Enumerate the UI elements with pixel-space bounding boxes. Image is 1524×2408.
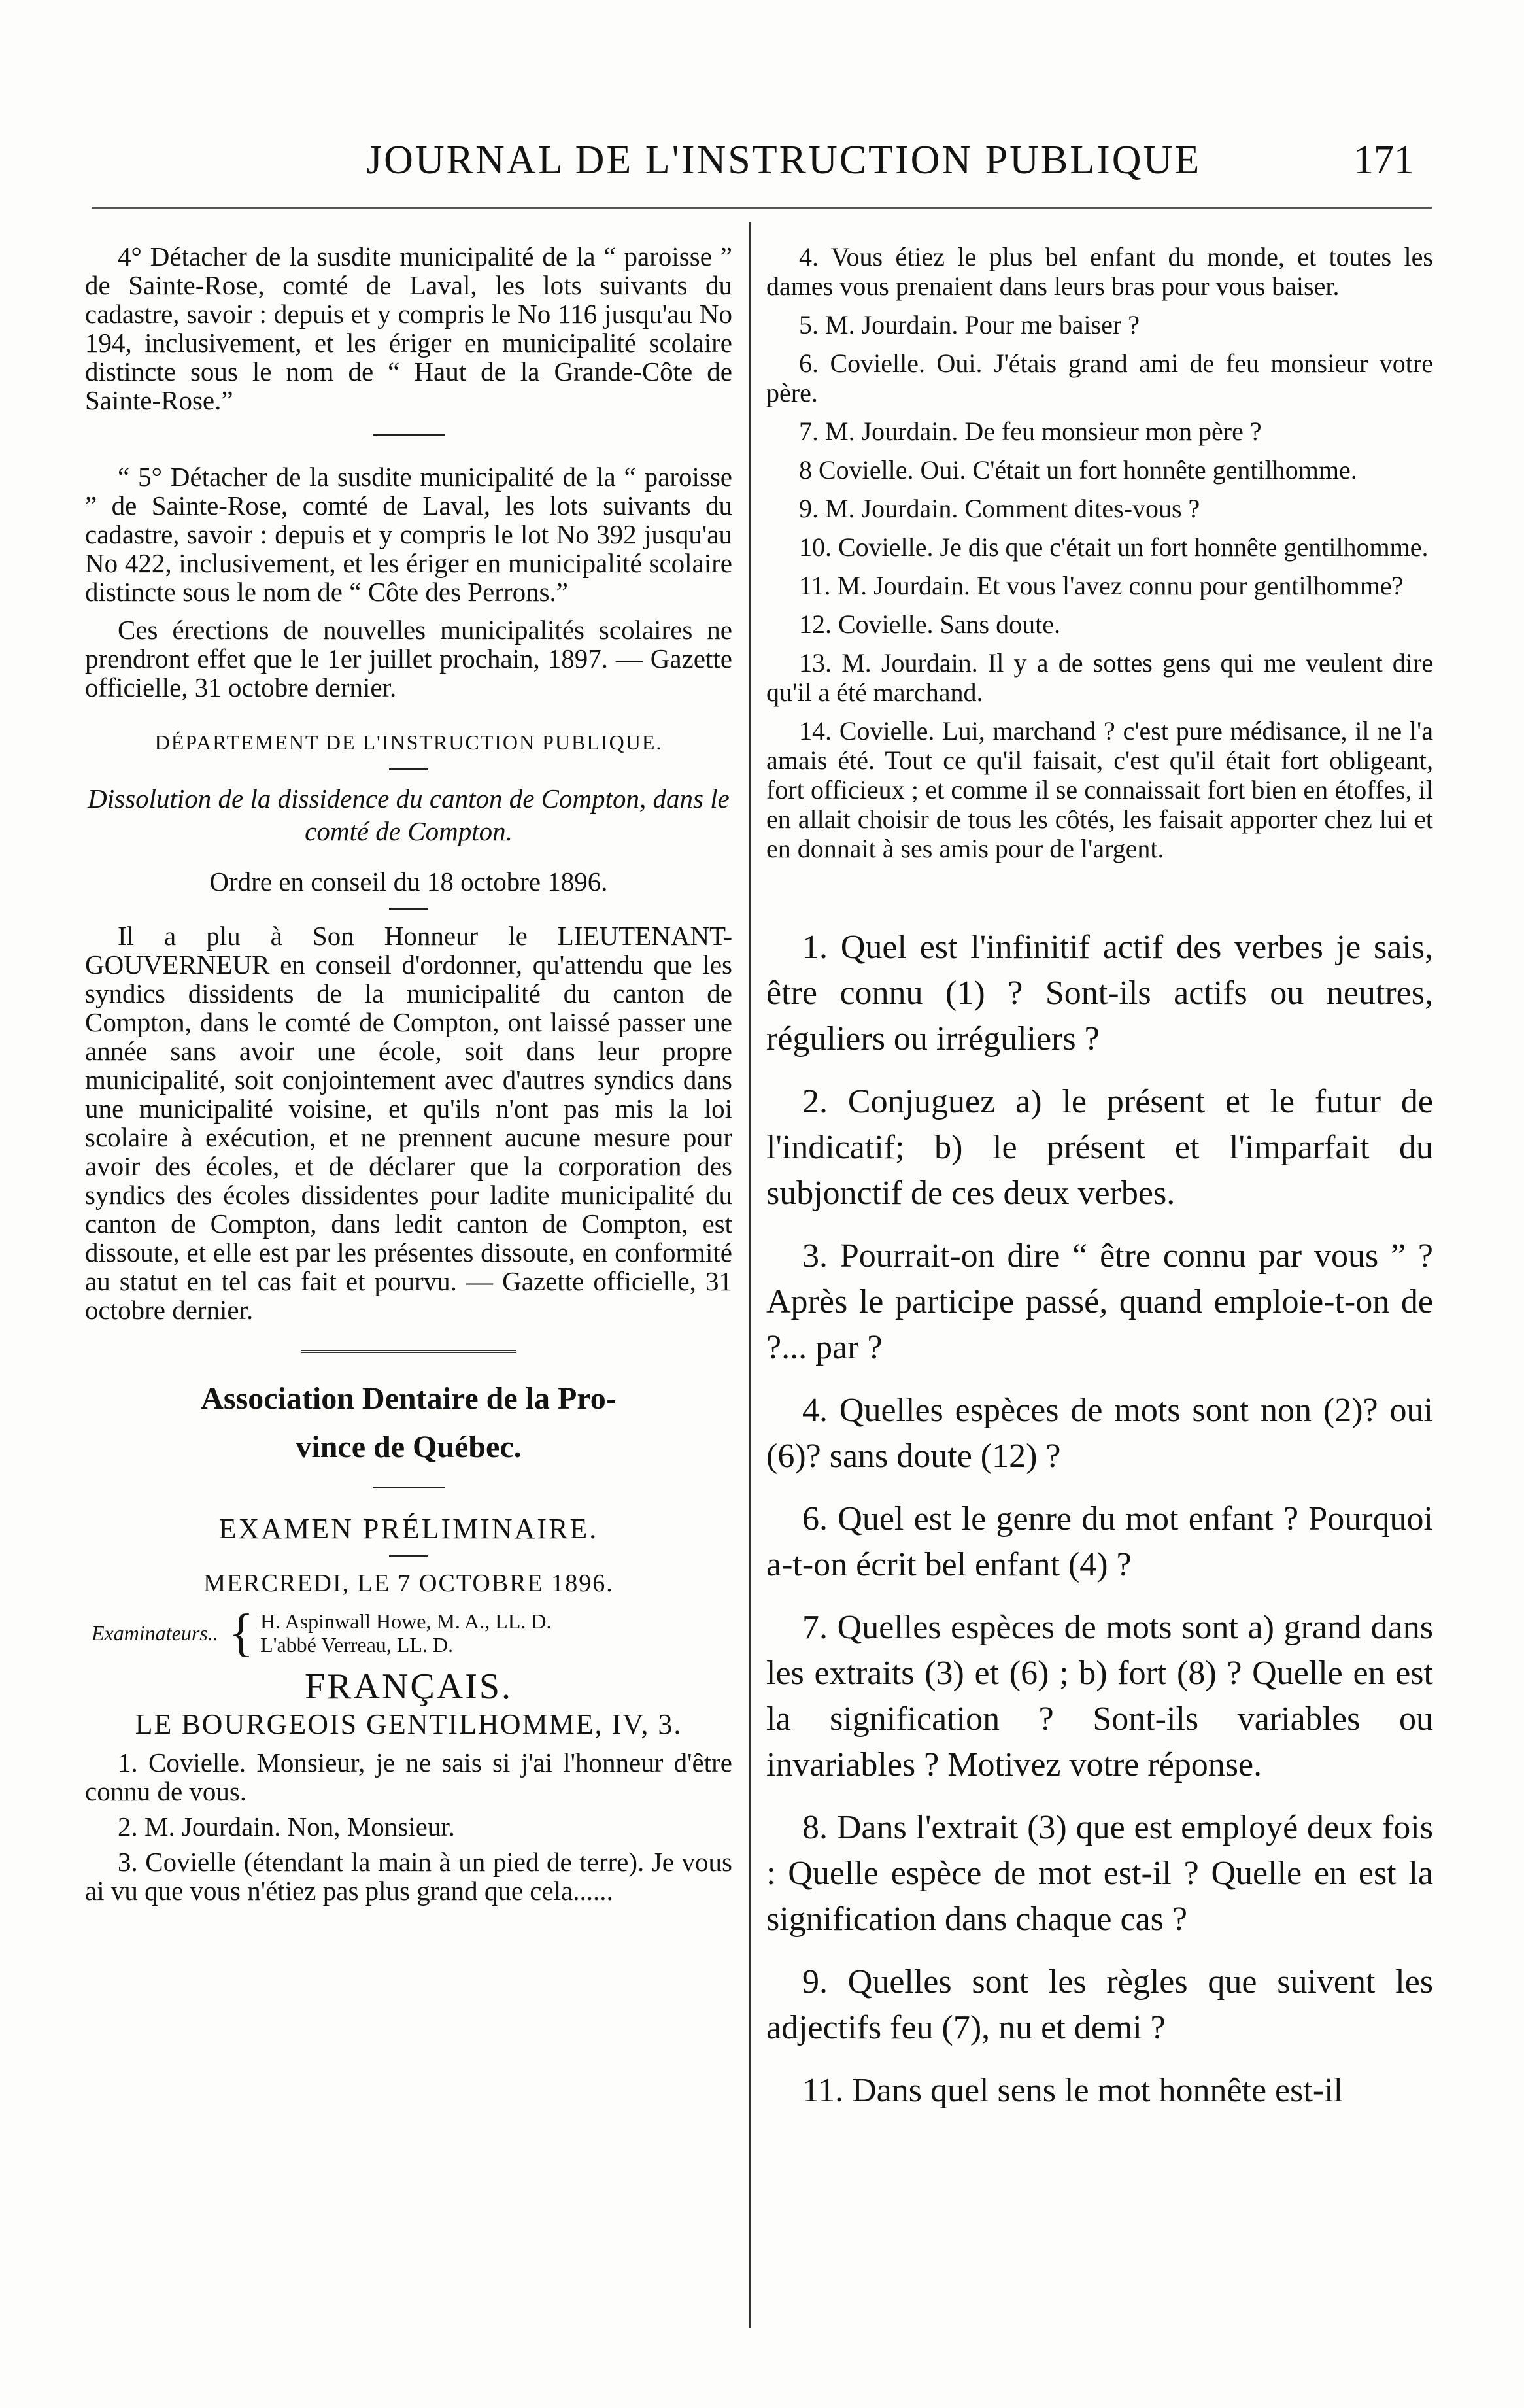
dialogue-line: 6. Covielle. Oui. J'étais grand ami de feu monsieur votre père. [766, 349, 1433, 407]
paragraph-erections: Ces érections de nouvelles municipalités scolaires ne prendront effet que le 1er juillet prochain, 1897. — Gazette officielle, 31 octobre dernier. [85, 615, 732, 702]
question-item: 4. Quelles espèces de mots sont non (2)? oui (6)? sans doute (12) ? [766, 1392, 1433, 1475]
dialogue-line: 9. M. Jourdain. Comment dites-vous ? [799, 494, 1200, 523]
dialogue-line: 14. Covielle. Lui, marchand ? c'est pure médisance, il ne l'a amais été. Tout ce qu'il faisait, c'est qu'il était fort obligeant, fort officieux ; et comme il se connaissait fort bien en étoffes, il en allait choisir de tous les côtés, les faisait apporter chez lui et en donnait à ses amis pour de l'argent. [766, 716, 1433, 863]
order-line: Ordre en conseil du 18 octobre 1896. [209, 867, 608, 897]
page-header-title: JOURNAL DE L'INSTRUCTION PUBLIQUE [366, 138, 1202, 182]
examiners-names [260, 1609, 551, 1657]
dialogue-line: 10. Covielle. Je dis que c'était un fort honnête gentilhomme. [799, 532, 1429, 562]
play-title: LE BOURGEOIS GENTILHOMME, IV, 3. [135, 1708, 683, 1740]
question-item: 3. Pourrait-on dire “ être connu par vous ” ? Après le participe passé, quand emploie-t-on de ?... par ? [766, 1237, 1433, 1366]
association-title-line-2: vince de Québec. [296, 1430, 522, 1464]
dialogue-line: 11. M. Jourdain. Et vous l'avez connu pour gentilhomme? [799, 571, 1404, 600]
examiner-1: H. Aspinwall Howe, M. A., LL. D. [260, 1609, 552, 1633]
questions-gap [766, 872, 1433, 925]
header-rule [92, 207, 1432, 209]
question-item: 9. Quelles sont les règles que suivent les adjectifs feu (7), nu et demi ? [766, 1963, 1433, 2046]
column-divider [749, 222, 751, 2328]
question-item: 6. Quel est le genre du mot enfant ? Pourquoi a-t-on écrit bel enfant (4) ? [766, 1500, 1433, 1583]
section-title: FRANÇAIS. [305, 1666, 513, 1707]
exam-date: MERCREDI, LE 7 OCTOBRE 1896. [203, 1570, 614, 1597]
examiner-2: L'abbé Verreau, LL. D. [260, 1633, 453, 1657]
page-number: 171 [1353, 138, 1414, 182]
exam-title: EXAMEN PRÉLIMINAIRE. [218, 1513, 599, 1545]
dialogue-line: 2. M. Jourdain. Non, Monsieur. [118, 1812, 455, 1842]
section-rule [389, 768, 428, 770]
double-rule [301, 1350, 516, 1353]
dialogue-line: 5. M. Jourdain. Pour me baiser ? [799, 310, 1140, 339]
examiners-label: Examinateurs.. [92, 1621, 218, 1645]
dialogue-line: 1. Covielle. Monsieur, je ne sais si j'ai l'honneur d'être connu de vous. [85, 1747, 732, 1806]
right-column [766, 242, 1433, 2131]
association-title-line-1: Association Dentaire de la Pro- [201, 1381, 617, 1416]
paragraph-5: “ 5° Détacher de la susdite municipalité de la “ paroisse ” de Sainte-Rose, comté de Laval, les lots suivants du cadastre, savoir : depuis et y compris le lot No 392 jusqu'au No 422, inclusivement, et les ériger en municipalité scolaire distincte sous le nom de “ Côte des Perrons.” [85, 462, 732, 607]
dialogue-line: 12. Covielle. Sans doute. [799, 610, 1060, 639]
dissolution-title: Dissolution de la dissidence du canton de Compton, dans le comté de Compton. [88, 783, 730, 846]
left-column [85, 242, 732, 1912]
brace-glyph: { [228, 1604, 254, 1662]
question-item: 8. Dans l'extrait (3) que est employé deux fois : Quelle espèce de mot est-il ? Quelle en est la signification dans chaque cas ? [766, 1809, 1433, 1938]
dialogue-line: 13. M. Jourdain. Il y a de sottes gens qui me veulent dire qu'il a été marchand. [766, 648, 1433, 707]
dialogue-line: 8 Covielle. Oui. C'était un fort honnête gentilhomme. [799, 455, 1357, 485]
question-item: 1. Quel est l'infinitif actif des verbes je sais, être connu (1) ? Sont-ils actifs ou neutres, réguliers ou irréguliers ? [766, 929, 1433, 1058]
question-item: 2. Conjuguez a) le présent et le futur de l'indicatif; b) le présent et l'imparfait du subjonctif de ces deux verbes. [766, 1083, 1433, 1212]
department-title: DÉPARTEMENT DE L'INSTRUCTION PUBLIQUE. [154, 731, 663, 754]
dialogue-line: 7. M. Jourdain. De feu monsieur mon père ? [799, 417, 1262, 446]
dialogue-line: 4. Vous étiez le plus bel enfant du monde, et toutes les dames vous prenaient dans leurs bras pour vous baiser. [766, 242, 1433, 301]
section-rule [373, 1487, 445, 1488]
examiners-block [92, 1604, 732, 1662]
paragraph-4: 4° Détacher de la susdite municipalité de la “ paroisse ” de Sainte-Rose, comté de Laval, les lots suivants du cadastre, savoir : depuis et y compris le No 116 jusqu'au No 194, inclusivement, et les ériger en municipalité scolaire distincte sous le nom de “ Haut de la Grande-Côte de Sainte-Rose.” [85, 241, 732, 415]
section-rule [373, 434, 445, 436]
question-item: 7. Quelles espèces de mots sont a) grand dans les extraits (3) et (6) ; b) fort (8) ? Quelle en est la signification ? Sont-ils variables ou invariables ? Motivez votre réponse. [766, 1609, 1433, 1783]
paragraph-dissolution: Il a plu à Son Honneur le LIEUTENANT-GOUVERNEUR en conseil d'ordonner, qu'attendu que les syndics dissidents de la municipalité du canton de Compton, dans le comté de Compton, ont laissé passer une année sans avoir une école, soit dans leur propre municipalité, soit conjointement avec d'autres syndics dans une municipalité voisine, et qu'ils n'ont pas mis la loi scolaire à exécution, et ne prennent aucune mesure pour avoir des écoles, et de déclarer que la corporation des syndics des écoles dissidentes pour ladite municipalité du canton de Compton, dans ledit canton de Compton, est dissoute, et elle est par les présentes dissoute, en conformité au statut en tel cas fait et pourvu. — Gazette officielle, 31 octobre dernier. [85, 921, 732, 1325]
dialogue-line: 3. Covielle (étendant la main à un pied de terre). Je vous ai vu que vous n'étiez pas plus grand que cela...... [85, 1847, 732, 1906]
question-item: 11. Dans quel sens le mot honnête est-il [802, 2072, 1344, 2109]
section-rule [389, 1555, 428, 1557]
section-rule [389, 908, 428, 910]
